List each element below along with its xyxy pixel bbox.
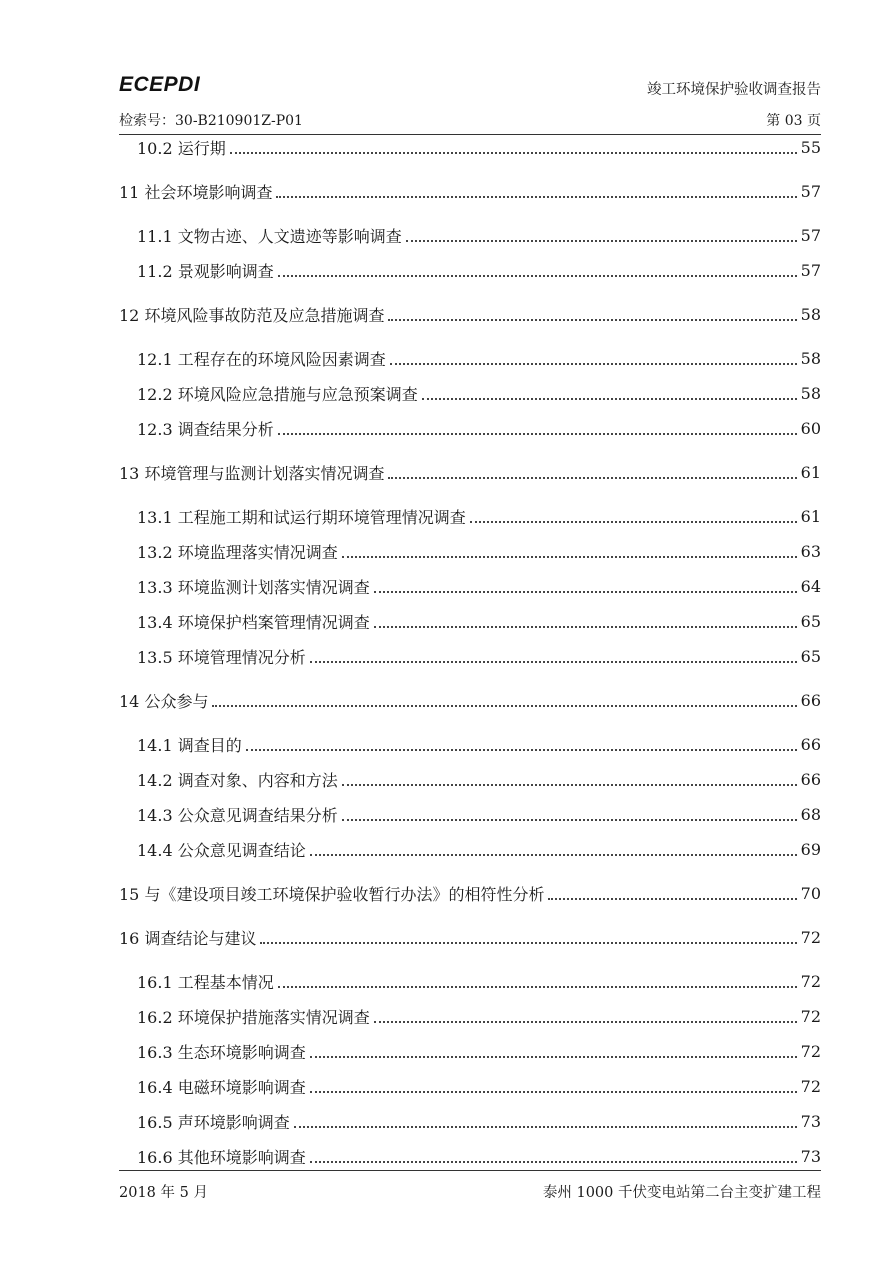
dot-leader (310, 1056, 797, 1058)
dot-leader (342, 556, 797, 558)
toc-entry[interactable] (119, 459, 821, 485)
document-title: 竣工环境保护验收调查报告 (647, 82, 821, 98)
toc-entry[interactable] (119, 643, 821, 669)
toc-entry-page: 66 (800, 769, 821, 789)
toc-entry[interactable] (119, 1073, 821, 1099)
toc-entry-page: 63 (800, 541, 821, 561)
toc-entry-page: 58 (800, 348, 821, 368)
toc-entry-title: 13.1 工程施工期和试运行期环境管理情况调查 (137, 507, 466, 527)
toc-entry-title: 13.2 环境监理落实情况调查 (137, 542, 338, 562)
page-number: 第 03 页 (766, 113, 821, 129)
toc-entry-page: 61 (800, 462, 821, 482)
toc-entry-page: 72 (800, 927, 821, 947)
dot-leader (310, 1091, 797, 1093)
toc-entry-page: 73 (800, 1111, 821, 1131)
dot-leader (310, 854, 797, 856)
dot-leader (388, 477, 796, 479)
toc-entry-title: 16.1 工程基本情况 (137, 972, 274, 992)
toc-entry-title: 15 与《建设项目竣工环境保护验收暂行办法》的相符性分析 (119, 884, 545, 904)
toc-entry[interactable] (119, 1108, 821, 1134)
toc-entry[interactable] (119, 836, 821, 862)
toc-entry-title: 11.2 景观影响调查 (137, 261, 274, 281)
dot-leader (422, 398, 797, 400)
toc-entry-title: 16.3 生态环境影响调查 (137, 1042, 306, 1062)
dot-leader (310, 1161, 797, 1163)
toc-entry-title: 12.2 环境风险应急措施与应急预案调查 (137, 384, 418, 404)
toc-entry-page: 72 (800, 1006, 821, 1026)
toc-entry-page: 70 (800, 883, 821, 903)
toc-entry[interactable] (119, 731, 821, 757)
toc-entry-page: 72 (800, 1076, 821, 1096)
toc-entry[interactable] (119, 380, 821, 406)
toc-entry-title: 16.2 环境保护措施落实情况调查 (137, 1007, 370, 1027)
toc-entry-page: 57 (800, 225, 821, 245)
toc-entry[interactable] (119, 687, 821, 713)
toc-entry-title: 12.1 工程存在的环境风险因素调查 (137, 349, 386, 369)
toc-entry-page: 69 (800, 839, 821, 859)
toc-entry-title: 14 公众参与 (119, 691, 209, 711)
dot-leader (276, 196, 796, 198)
toc-entry-page: 57 (800, 260, 821, 280)
toc-entry[interactable] (119, 503, 821, 529)
dot-leader (278, 275, 797, 277)
toc-entry[interactable] (119, 345, 821, 371)
dot-leader (374, 626, 797, 628)
toc-entry[interactable] (119, 1143, 821, 1169)
toc-entry[interactable] (119, 1038, 821, 1064)
dot-leader (342, 819, 797, 821)
project-name: 泰州 1000 千伏变电站第二台主变扩建工程 (542, 1185, 821, 1201)
dot-leader (390, 363, 797, 365)
dot-leader (278, 986, 797, 988)
dot-leader (260, 942, 796, 944)
toc-entry-title: 13 环境管理与监测计划落实情况调查 (119, 463, 385, 483)
toc-entry-page: 72 (800, 971, 821, 991)
dot-leader (246, 749, 797, 751)
dot-leader (548, 898, 796, 900)
toc-entry-page: 61 (800, 506, 821, 526)
toc-entry-page: 64 (800, 576, 821, 596)
toc-entry[interactable] (119, 222, 821, 248)
toc-entry-title: 12 环境风险事故防范及应急措施调查 (119, 305, 385, 325)
toc-entry-title: 10.2 运行期 (137, 138, 226, 158)
toc-entry-page: 58 (800, 304, 821, 324)
toc-entry[interactable] (119, 415, 821, 441)
toc-entry[interactable] (119, 1003, 821, 1029)
toc-entry-title: 11.1 文物古迹、人文遗迹等影响调查 (137, 226, 402, 246)
report-date: 2018 年 5 月 (119, 1185, 208, 1201)
toc-entry[interactable] (119, 766, 821, 792)
toc-entry-page: 65 (800, 611, 821, 631)
toc-entry-page: 66 (800, 690, 821, 710)
toc-entry-title: 14.1 调查目的 (137, 735, 242, 755)
toc-entry-title: 16.5 声环境影响调查 (137, 1112, 290, 1132)
toc-entry-page: 58 (800, 383, 821, 403)
toc-entry-title: 16 调查结论与建议 (119, 928, 257, 948)
dot-leader (388, 319, 796, 321)
toc-entry-title: 12.3 调查结果分析 (137, 419, 274, 439)
toc-entry-page: 65 (800, 646, 821, 666)
toc-entry-title: 14.4 公众意见调查结论 (137, 840, 306, 860)
toc-entry-page: 66 (800, 734, 821, 754)
toc-entry[interactable] (119, 801, 821, 827)
toc-entry-title: 16.4 电磁环境影响调查 (137, 1077, 306, 1097)
company-logo: ECEPDI (119, 73, 201, 96)
dot-leader (310, 661, 797, 663)
toc-entry[interactable] (119, 880, 821, 906)
toc-entry[interactable] (119, 968, 821, 994)
toc-entry[interactable] (119, 178, 821, 204)
dot-leader (278, 433, 797, 435)
dot-leader (212, 705, 796, 707)
toc-entry-title: 13.3 环境监测计划落实情况调查 (137, 577, 370, 597)
dot-leader (470, 521, 797, 523)
toc-entry-title: 13.4 环境保护档案管理情况调查 (137, 612, 370, 632)
toc-entry[interactable] (119, 924, 821, 950)
toc-entry[interactable] (119, 573, 821, 599)
toc-entry-page: 57 (800, 181, 821, 201)
toc-entry-page: 68 (800, 804, 821, 824)
toc-entry-title: 14.3 公众意见调查结果分析 (137, 805, 338, 825)
toc-entry[interactable] (119, 538, 821, 564)
dot-leader (230, 152, 797, 154)
toc-entry-title: 16.6 其他环境影响调查 (137, 1147, 306, 1167)
dot-leader (374, 1021, 797, 1023)
toc-entry-title: 14.2 调查对象、内容和方法 (137, 770, 338, 790)
toc-entry-title: 11 社会环境影响调查 (119, 182, 273, 202)
toc-entry[interactable] (119, 257, 821, 283)
dot-leader (342, 784, 797, 786)
index-number: 检索号：30-B210901Z-P01 (119, 113, 303, 129)
toc-entry-page: 72 (800, 1041, 821, 1061)
toc-entry[interactable] (119, 608, 821, 634)
dot-leader (294, 1126, 797, 1128)
toc-entry[interactable] (119, 301, 821, 327)
dot-leader (406, 240, 797, 242)
page-header (119, 68, 821, 135)
toc-entry[interactable] (119, 134, 821, 160)
toc-entry-page: 60 (800, 418, 821, 438)
toc-entry-title: 13.5 环境管理情况分析 (137, 647, 306, 667)
dot-leader (374, 591, 797, 593)
page-footer (119, 1170, 821, 1211)
toc-entry-page: 55 (800, 137, 821, 157)
toc-entry-page: 73 (800, 1146, 821, 1166)
